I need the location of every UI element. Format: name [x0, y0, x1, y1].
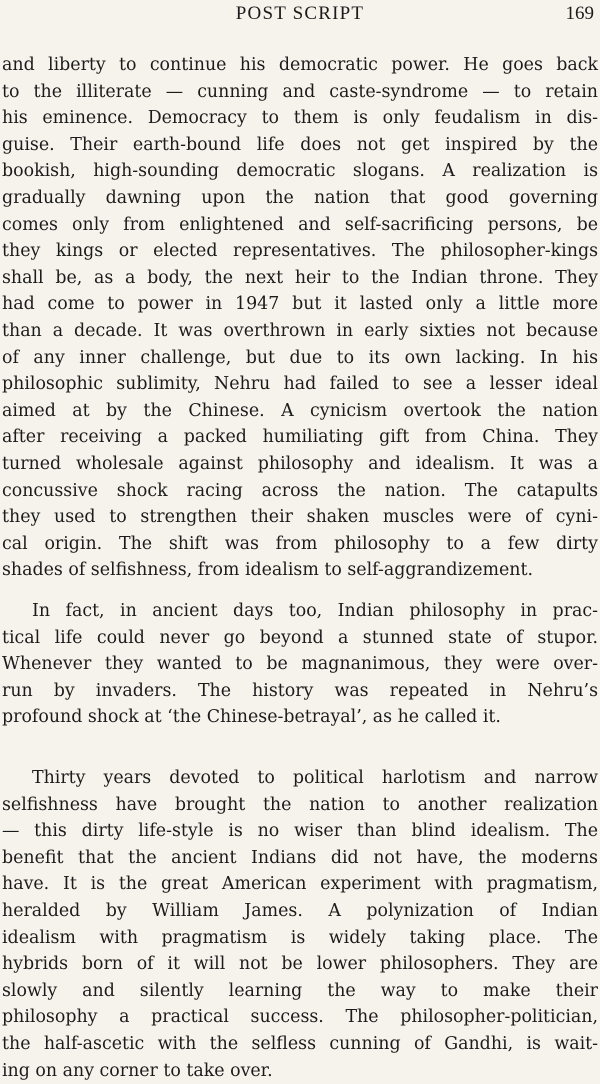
text-line: cal origin. The shift was from philosophy to a few dirty	[2, 533, 598, 554]
text-line: to the illiterate — cunning and caste-syndrome — to retain	[2, 81, 598, 102]
text-line: his eminence. Democracy to them is only feudalism in dis-	[2, 108, 598, 129]
text-line: aimed at by the Chinese. A cynicism overtook the nation	[2, 400, 598, 421]
text-line: slowly and silently learning the way to make their	[2, 980, 598, 1001]
text-line: benefit that the ancient Indians did not have, the moderns	[2, 847, 598, 868]
text-line: turned wholesale against philosophy and idealism. It was a	[2, 453, 598, 474]
text-line: the half-ascetic with the selfless cunning of Gandhi, is wait-	[2, 1033, 598, 1054]
text-line: run by invaders. The history was repeated in Nehru’s	[2, 680, 598, 701]
text-line: of any inner challenge, but due to its own lacking. In his	[2, 347, 598, 368]
text-line: philosophic sublimity, Nehru had failed to see a lesser ideal	[2, 374, 598, 395]
text-line: — this dirty life-style is no wiser than blind idealism. The	[2, 821, 598, 842]
paragraph-2	[2, 598, 598, 731]
page-number: 169	[565, 3, 594, 24]
paragraph-1	[2, 52, 598, 584]
text-line: and liberty to continue his democratic power. He goes back	[2, 55, 598, 75]
text-line: comes only from enlightened and self-sacrificing persons, be	[2, 214, 598, 235]
paragraph-3	[2, 765, 598, 1084]
text-line: after receiving a packed humiliating gift from China. They	[2, 427, 598, 448]
text-line: bookish, high-sounding democratic slogans. A realization is	[2, 161, 598, 182]
text-line: philosophy a practical success. The philosopher-politician,	[2, 1007, 598, 1028]
text-line: concussive shock racing across the nation. The catapults	[2, 480, 598, 501]
running-header	[0, 2, 600, 26]
text-line: Thirty years devoted to political harlotism and narrow	[32, 768, 598, 788]
text-line: Whenever they wanted to be magnanimous, they were over-	[2, 654, 598, 675]
text-line: shall be, as a body, the next heir to the Indian throne. They	[2, 267, 598, 288]
text-line: guise. Their earth-bound life does not get inspired by the	[2, 134, 598, 155]
text-line: they kings or elected representatives. The philosopher-kings	[2, 241, 598, 262]
text-line: selfishness have brought the nation to another realization	[2, 794, 598, 815]
text-line: than a decade. It was overthrown in early sixties not because	[2, 320, 598, 341]
text-line: ing on any corner to take over.	[2, 1060, 273, 1081]
text-line: hybrids born of it will not be lower philosophers. They are	[2, 954, 598, 975]
text-line: gradually dawning upon the nation that good governing	[2, 187, 598, 208]
text-line: they used to strengthen their shaken muscles were of cyni-	[2, 507, 598, 528]
running-header-title: POST SCRIPT	[235, 3, 365, 24]
text-line: In fact, in ancient days too, Indian philosophy in prac-	[32, 601, 598, 621]
text-line: had come to power in 1947 but it lasted only a little more	[2, 294, 598, 315]
text-line: shades of selfishness, from idealism to self-aggrandizement.	[2, 560, 533, 581]
text-line: heralded by William James. A polynization of Indian	[2, 900, 598, 921]
text-line: profound shock at ‘the Chinese-betrayal’, as he called it.	[2, 707, 501, 728]
text-line: have. It is the great American experiment with pragmatism,	[2, 874, 598, 895]
text-line: tical life could never go beyond a stunned state of stupor.	[2, 627, 598, 648]
text-line: idealism with pragmatism is widely taking place. The	[2, 927, 598, 948]
